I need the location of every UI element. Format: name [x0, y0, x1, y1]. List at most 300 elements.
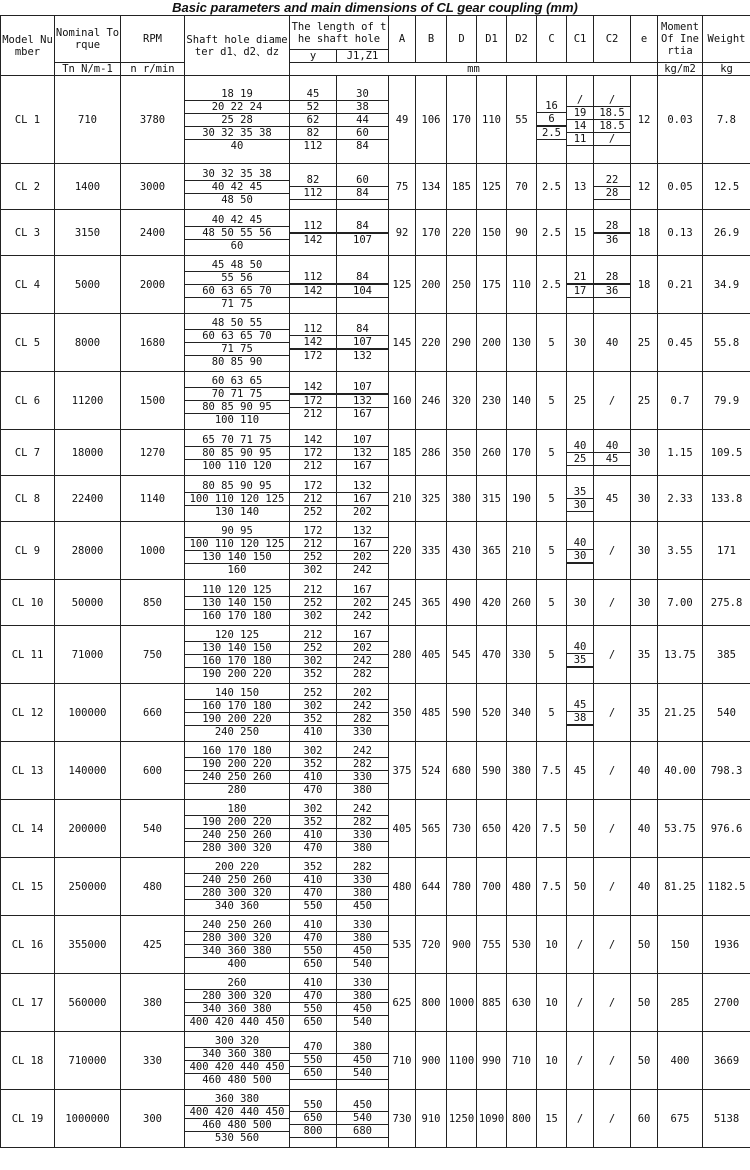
shaft-hole-cell	[185, 372, 290, 430]
dim-C1-value: 11	[567, 132, 593, 145]
dim-e-cell: 30	[631, 522, 658, 580]
dim-D-cell: 290	[447, 314, 477, 372]
shaft-hole-value: 280 300 320	[185, 932, 289, 945]
shaft-hole-value: 190 200 220	[185, 713, 289, 726]
dim-B-cell: 485	[416, 684, 447, 742]
shaft-hole-value: 340 360	[185, 900, 289, 913]
shaft-hole-value: 90 95	[221, 525, 253, 537]
dim-A-cell: 160	[389, 372, 416, 430]
dim-D2-cell: 140	[507, 372, 537, 430]
shaft-hole-value: 160 170 180	[202, 745, 272, 757]
rpm-cell: 1270	[121, 430, 185, 476]
dim-e-cell: 50	[631, 916, 658, 974]
dim-C2-value: 28	[594, 186, 630, 199]
shaft-hole-value: 460 480 500	[185, 1119, 289, 1132]
dim-A-cell: 480	[389, 858, 416, 916]
dim-B-cell: 106	[416, 76, 447, 164]
dim-B-cell: 524	[416, 742, 447, 800]
weight-cell: 133.8	[703, 476, 750, 522]
length-y-cell	[290, 742, 337, 800]
header-length: The length of the shaft hole	[290, 16, 389, 50]
dim-C2-value	[594, 199, 630, 200]
length-value: 330	[337, 771, 388, 784]
dim-C2-cell: /	[594, 1090, 631, 1148]
shaft-hole-cell	[185, 1090, 290, 1148]
dim-A-cell: 350	[389, 684, 416, 742]
shaft-hole-value: 60	[185, 239, 289, 252]
length-value: 107	[353, 381, 372, 393]
dim-C1-cell: 50	[567, 800, 594, 858]
dim-D1-cell: 650	[477, 800, 507, 858]
torque-cell: 28000	[55, 522, 121, 580]
length-y-cell	[290, 76, 337, 164]
dim-e-cell: 30	[631, 580, 658, 626]
dim-B-cell: 405	[416, 626, 447, 684]
shaft-hole-value: 71 75	[185, 343, 289, 356]
dim-C2-cell: /	[594, 742, 631, 800]
dim-D1-cell: 1090	[477, 1090, 507, 1148]
length-value: 450	[337, 945, 388, 958]
dim-C-cell: 5	[537, 372, 567, 430]
length-value: 380	[337, 932, 388, 945]
dim-D1-cell: 150	[477, 210, 507, 256]
length-value: 352	[303, 861, 323, 873]
length-value: 142	[303, 433, 323, 446]
length-value: 410	[303, 919, 323, 931]
length-value: 44	[337, 113, 388, 126]
length-value: 282	[337, 668, 388, 681]
dim-e-cell: 25	[631, 314, 658, 372]
dim-C1-value	[567, 564, 593, 565]
length-value: 470	[290, 932, 336, 945]
weight-cell: 34.9	[703, 256, 750, 314]
shaft-hole-value: 130 140	[185, 505, 289, 518]
inertia-cell: 0.03	[658, 76, 703, 164]
dim-C2-cell	[594, 164, 631, 210]
dim-C2-value: 36	[594, 233, 630, 246]
dim-C1-value: 19	[567, 106, 593, 119]
dim-D-cell: 170	[447, 76, 477, 164]
shaft-hole-value: 340 360 380	[185, 945, 289, 958]
dim-B-cell: 365	[416, 580, 447, 626]
rpm-cell: 330	[121, 1032, 185, 1090]
length-j-cell	[337, 76, 389, 164]
length-value: 142	[290, 285, 336, 298]
inertia-cell: 21.25	[658, 684, 703, 742]
dim-e-cell: 25	[631, 372, 658, 430]
length-value: 302	[303, 745, 323, 757]
inertia-cell: 150	[658, 916, 703, 974]
length-value: 60	[337, 126, 388, 139]
shaft-hole-cell	[185, 684, 290, 742]
dim-A-cell: 49	[389, 76, 416, 164]
inertia-cell: 0.45	[658, 314, 703, 372]
length-j-cell	[337, 476, 389, 522]
dim-C1-cell	[567, 522, 594, 580]
dim-C-value: 16	[545, 99, 558, 112]
length-value: 252	[290, 505, 336, 518]
shaft-hole-value: 160 170 180	[185, 655, 289, 668]
dim-D2-cell: 70	[507, 164, 537, 210]
header-D2: D2	[507, 16, 537, 63]
length-y-cell	[290, 476, 337, 522]
length-value	[337, 1080, 388, 1081]
shaft-hole-value: 20 22 24	[185, 100, 289, 113]
dim-D2-cell: 170	[507, 430, 537, 476]
length-value: 550	[290, 1054, 336, 1067]
dim-D2-cell: 800	[507, 1090, 537, 1148]
dim-B-cell: 286	[416, 430, 447, 476]
dim-A-cell: 185	[389, 430, 416, 476]
dim-C2-value: 45	[594, 452, 630, 465]
dim-C-cell: 5	[537, 522, 567, 580]
length-value: 167	[337, 492, 388, 505]
shaft-hole-value: 120 125	[214, 629, 260, 641]
dim-C2-cell	[594, 430, 631, 476]
inertia-cell: 40.00	[658, 742, 703, 800]
length-value	[290, 1080, 336, 1081]
length-j-cell	[337, 164, 389, 210]
length-y-cell	[290, 164, 337, 210]
shaft-hole-value: 160 170 180	[185, 609, 289, 622]
shaft-hole-value: 65 70 71 75	[202, 433, 272, 446]
length-value: 550	[290, 900, 336, 913]
length-y-cell	[290, 372, 337, 430]
header-D: D	[447, 16, 477, 63]
dim-C1-value: 45	[573, 699, 587, 711]
shaft-hole-value: 55 56	[185, 272, 289, 285]
weight-cell: 976.6	[703, 800, 750, 858]
torque-cell: 5000	[55, 256, 121, 314]
weight-cell: 1182.5	[703, 858, 750, 916]
torque-cell: 100000	[55, 684, 121, 742]
length-j-cell	[337, 626, 389, 684]
rpm-cell: 425	[121, 916, 185, 974]
dim-B-cell: 325	[416, 476, 447, 522]
shaft-hole-value: 80 85 90	[185, 356, 289, 369]
shaft-hole-value: 100 110 120 125	[185, 538, 289, 551]
dim-D-cell: 730	[447, 800, 477, 858]
torque-cell: 355000	[55, 916, 121, 974]
dim-e-cell: 50	[631, 974, 658, 1032]
dim-D1-cell: 315	[477, 476, 507, 522]
rpm-cell: 3780	[121, 76, 185, 164]
model-cell: CL 5	[1, 314, 55, 372]
table-row	[1, 476, 750, 522]
dim-C1-cell	[567, 684, 594, 742]
dim-A-cell: 220	[389, 522, 416, 580]
header-rpm: RPM	[121, 16, 185, 63]
header-unit-row	[1, 63, 750, 76]
dim-B-cell: 800	[416, 974, 447, 1032]
shaft-hole-value: 340 360 380	[185, 1003, 289, 1016]
dim-D1-cell: 175	[477, 256, 507, 314]
shaft-hole-value: 130 140 150	[185, 642, 289, 655]
table-row	[1, 76, 750, 164]
shaft-hole-value: 280 300 320	[185, 990, 289, 1003]
shaft-hole-value: 360 380	[214, 1093, 260, 1105]
torque-cell: 1400	[55, 164, 121, 210]
shaft-hole-value: 60 63 65 70	[185, 285, 289, 298]
weight-cell: 540	[703, 684, 750, 742]
shaft-hole-value: 25 28	[185, 113, 289, 126]
length-value: 302	[303, 803, 323, 815]
dim-A-cell: 75	[389, 164, 416, 210]
shaft-hole-value: 160 170 180	[185, 700, 289, 713]
torque-cell: 140000	[55, 742, 121, 800]
dim-D-cell: 490	[447, 580, 477, 626]
shaft-hole-value: 190 200 220	[185, 758, 289, 771]
table-row	[1, 372, 750, 430]
model-cell: CL 6	[1, 372, 55, 430]
dim-e-cell: 35	[631, 626, 658, 684]
header-row	[1, 16, 750, 50]
length-j-cell	[337, 256, 389, 314]
model-cell: CL 1	[1, 76, 55, 164]
length-value: 212	[303, 629, 323, 641]
dim-C-cell: 7.5	[537, 800, 567, 858]
model-cell: CL 3	[1, 210, 55, 256]
length-value: 410	[303, 977, 323, 989]
inertia-cell: 13.75	[658, 626, 703, 684]
table-row	[1, 684, 750, 742]
model-cell: CL 15	[1, 858, 55, 916]
torque-cell: 50000	[55, 580, 121, 626]
dim-C2-value: /	[594, 132, 630, 145]
rpm-cell: 600	[121, 742, 185, 800]
dim-C1-value: /	[576, 93, 584, 106]
dim-C-cell	[537, 76, 567, 164]
length-value: 650	[290, 1067, 336, 1080]
dim-C1-value	[567, 511, 593, 512]
length-j-cell	[337, 522, 389, 580]
length-y-cell	[290, 800, 337, 858]
dim-C-cell: 5	[537, 580, 567, 626]
shaft-hole-value: 30 32 35 38	[202, 167, 272, 180]
dim-C-cell: 10	[537, 916, 567, 974]
model-cell: CL 8	[1, 476, 55, 522]
dim-B-cell: 910	[416, 1090, 447, 1148]
length-y-cell	[290, 210, 337, 256]
header-C: C	[537, 16, 567, 63]
shaft-hole-value: 280 300 320	[185, 887, 289, 900]
length-value: 112	[303, 323, 323, 335]
dim-C1-cell: /	[567, 1032, 594, 1090]
length-value: 680	[337, 1125, 388, 1138]
shaft-hole-cell	[185, 256, 290, 314]
dim-C1-value: 35	[567, 654, 593, 667]
dim-D-cell: 590	[447, 684, 477, 742]
length-j-cell	[337, 314, 389, 372]
dim-C2-cell: /	[594, 1032, 631, 1090]
header-y: y	[290, 50, 337, 63]
length-value: 302	[290, 564, 336, 577]
shaft-hole-value: 190 200 220	[185, 668, 289, 681]
torque-cell: 3150	[55, 210, 121, 256]
dim-D1-cell: 125	[477, 164, 507, 210]
dim-C2-value: 28	[605, 219, 619, 232]
length-j-cell	[337, 210, 389, 256]
length-value: 84	[356, 219, 369, 232]
dim-C2-value: 36	[594, 285, 630, 298]
length-value: 282	[337, 713, 388, 726]
length-value: 282	[337, 816, 388, 829]
shaft-hole-value: 45 48 50	[211, 259, 263, 271]
length-value: 132	[337, 395, 388, 408]
length-value: 167	[353, 629, 372, 641]
dim-C1-value: 40	[573, 439, 587, 452]
header-C1: C1	[567, 16, 594, 63]
length-value: 540	[337, 1112, 388, 1125]
weight-cell: 2700	[703, 974, 750, 1032]
dim-C1-cell: 30	[567, 314, 594, 372]
length-j-cell	[337, 916, 389, 974]
dim-D2-cell: 630	[507, 974, 537, 1032]
weight-cell: 3669	[703, 1032, 750, 1090]
rpm-cell: 660	[121, 684, 185, 742]
shaft-hole-value: 48 50 55 56	[185, 226, 289, 239]
length-value: 202	[353, 687, 372, 699]
table-row	[1, 974, 750, 1032]
length-j-cell	[337, 742, 389, 800]
dim-D1-cell: 755	[477, 916, 507, 974]
length-value: 167	[337, 538, 388, 551]
dim-A-cell: 535	[389, 916, 416, 974]
dim-C-cell: 5	[537, 430, 567, 476]
length-value: 167	[337, 408, 388, 421]
dim-D2-cell: 260	[507, 580, 537, 626]
length-j-cell	[337, 684, 389, 742]
dim-C1-value: 35	[573, 485, 587, 498]
table-row	[1, 1032, 750, 1090]
length-value: 112	[290, 139, 336, 152]
dim-C2-cell: /	[594, 372, 631, 430]
length-value: 172	[303, 479, 323, 492]
dim-C2-cell: /	[594, 858, 631, 916]
shaft-hole-value: 400 420 440 450	[185, 1016, 289, 1029]
length-value: 380	[337, 842, 388, 855]
length-value: 470	[290, 990, 336, 1003]
dim-D1-cell: 365	[477, 522, 507, 580]
shaft-hole-cell	[185, 1032, 290, 1090]
length-value: 540	[337, 1016, 388, 1029]
dim-C-cell: 2.5	[537, 164, 567, 210]
dim-C1-cell: 50	[567, 858, 594, 916]
length-value: 52	[290, 100, 336, 113]
length-value: 242	[353, 745, 372, 757]
length-value: 380	[337, 990, 388, 1003]
shaft-hole-cell	[185, 580, 290, 626]
dim-C1-value	[567, 298, 593, 299]
shaft-hole-value: 70 71 75	[185, 388, 289, 401]
shaft-hole-value: 280 300 320	[185, 842, 289, 855]
dim-D1-cell: 470	[477, 626, 507, 684]
shaft-hole-value: 30 32 35 38	[185, 126, 289, 139]
length-value: 450	[337, 900, 388, 913]
length-value: 62	[290, 113, 336, 126]
header-moment: Moment Of Inertia	[658, 16, 703, 63]
coupling-table	[0, 15, 750, 1148]
table-row	[1, 742, 750, 800]
shaft-hole-value: 80 85 90 95	[185, 401, 289, 414]
model-cell: CL 11	[1, 626, 55, 684]
length-value: 242	[337, 609, 388, 622]
shaft-hole-value: 240 250 260	[185, 874, 289, 887]
length-value: 242	[337, 700, 388, 713]
length-value: 84	[356, 271, 369, 283]
dim-D2-cell: 710	[507, 1032, 537, 1090]
torque-cell: 8000	[55, 314, 121, 372]
length-value: 242	[337, 564, 388, 577]
length-value: 650	[290, 958, 336, 971]
dim-D-cell: 900	[447, 916, 477, 974]
length-value: 550	[290, 945, 336, 958]
dim-C1-cell: 25	[567, 372, 594, 430]
length-value: 172	[290, 350, 336, 363]
dim-e-cell: 50	[631, 1032, 658, 1090]
model-cell: CL 14	[1, 800, 55, 858]
length-j-cell	[337, 580, 389, 626]
model-cell: CL 2	[1, 164, 55, 210]
dim-C1-cell: 30	[567, 580, 594, 626]
length-j-cell	[337, 800, 389, 858]
model-cell: CL 19	[1, 1090, 55, 1148]
dim-C2-value	[594, 298, 630, 299]
dim-A-cell: 125	[389, 256, 416, 314]
shaft-hole-cell	[185, 210, 290, 256]
table-row	[1, 210, 750, 256]
length-value: 242	[353, 803, 372, 815]
table-row	[1, 858, 750, 916]
length-value: 82	[306, 173, 320, 186]
dim-C2-cell: /	[594, 626, 631, 684]
length-value: 172	[290, 395, 336, 408]
shaft-hole-value: 140 150	[214, 687, 260, 699]
dim-C2-value: 18.5	[594, 106, 630, 119]
dim-A-cell: 245	[389, 580, 416, 626]
torque-cell: 11200	[55, 372, 121, 430]
dim-B-cell: 170	[416, 210, 447, 256]
model-cell: CL 13	[1, 742, 55, 800]
dim-C-value: 6	[537, 112, 566, 125]
dim-e-cell: 40	[631, 858, 658, 916]
shaft-hole-cell	[185, 916, 290, 974]
length-y-cell	[290, 1090, 337, 1148]
unit-torque: Tn N/m-1	[55, 63, 121, 76]
dim-C1-cell: 15	[567, 210, 594, 256]
length-y-cell	[290, 314, 337, 372]
dim-C2-cell: /	[594, 684, 631, 742]
dim-C-cell: 5	[537, 626, 567, 684]
dim-D1-cell: 420	[477, 580, 507, 626]
torque-cell: 560000	[55, 974, 121, 1032]
shaft-hole-cell	[185, 626, 290, 684]
dim-C2-cell	[594, 76, 631, 164]
length-value: 410	[290, 771, 336, 784]
dim-B-cell: 246	[416, 372, 447, 430]
inertia-cell: 400	[658, 1032, 703, 1090]
dim-D1-cell: 260	[477, 430, 507, 476]
inertia-cell: 1.15	[658, 430, 703, 476]
shaft-hole-value: 530 560	[185, 1132, 289, 1145]
model-cell: CL 9	[1, 522, 55, 580]
length-value: 104	[337, 285, 388, 298]
dim-e-cell: 12	[631, 164, 658, 210]
shaft-hole-value: 400 420 440 450	[185, 1106, 289, 1119]
dim-C1-value	[567, 145, 593, 146]
shaft-hole-value: 190 200 220	[185, 816, 289, 829]
dim-C2-cell: /	[594, 974, 631, 1032]
